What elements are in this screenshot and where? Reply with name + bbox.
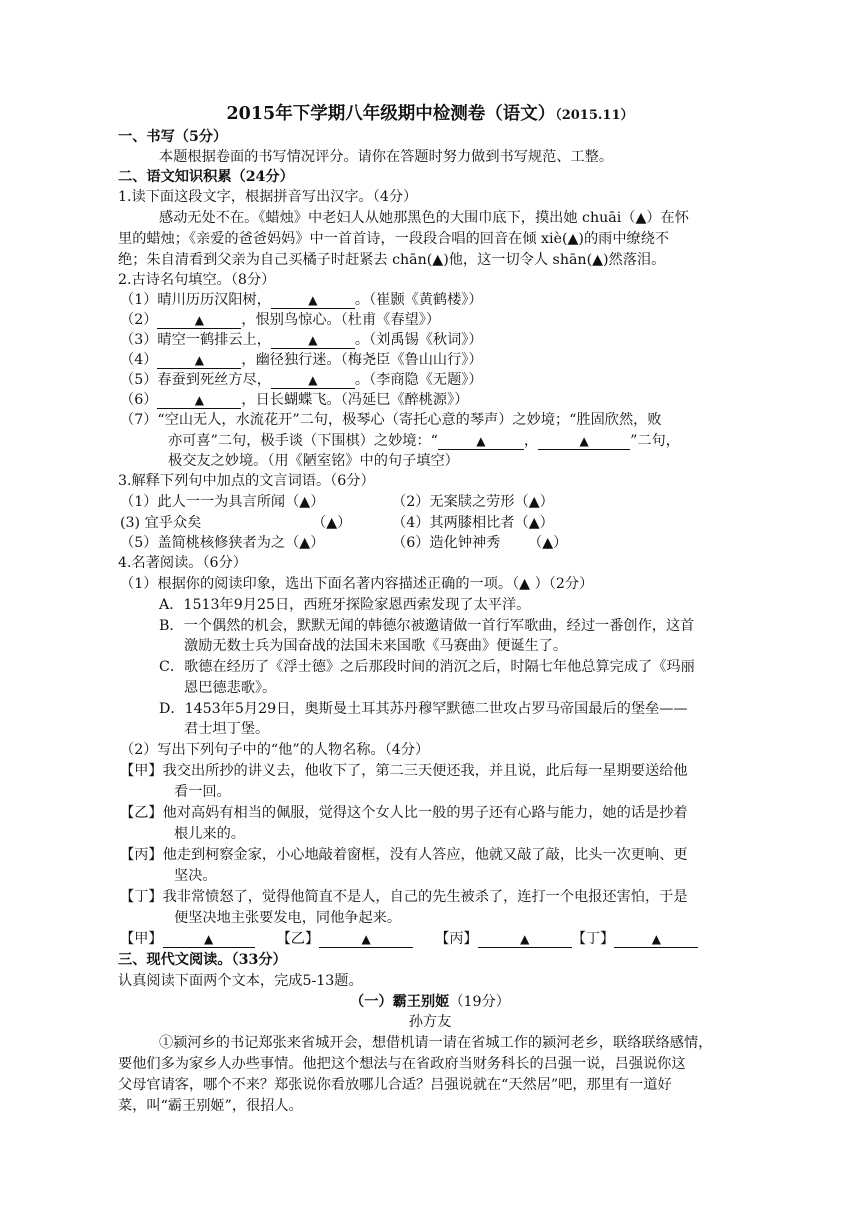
q3-item-3-mark: （▲） [312,515,352,531]
answer-label-yi: 【乙】 [276,931,320,947]
q2-item-4-text: （4） [120,352,158,368]
triangle-mark: ▲ [361,932,371,946]
q4-yi-line-1: 【乙】他对高妈有相当的佩服，觉得这个女人比一般的男子还有心路与能力，她的话是抄着 [120,805,688,821]
q2-item-4 [120,350,483,370]
q4-option-c-line-1: C．歌德在经历了《浮士德》之后那段时间的消沉之后，时隔七年他总算完成了《玛丽 [159,659,695,675]
q2-item-7-text: 亦可喜”二句，极手谈（下围棋）之妙境：“ [168,433,438,449]
q1-para-line-2: 里的蜡烛；《亲爱的爸爸妈妈》中一首首诗，一段段合唱的回音在倾 xiè(▲)的雨中缭绕不 [118,231,670,247]
answer-blank[interactable] [157,352,241,369]
q3-item-2: （2）无案牍之劳形（▲） [392,494,554,510]
triangle-mark: ▲ [520,932,530,946]
answer-label-bing: 【丙】 [435,931,478,947]
answer-blank-yi[interactable] [319,931,413,948]
q2-item-3 [120,330,483,350]
triangle-mark: ▲ [308,373,318,387]
triangle-mark: ▲ [651,932,661,946]
article-score: （19分） [449,994,510,1010]
q1-para-line-1: 感动无处不在。《蜡烛》中老妇人从她那黑色的大围巾底下，摸出她 chuāi（▲）在怀 [159,210,689,226]
q2-item-3-text: （3）晴空一鹤排云上， [120,332,271,348]
q2-item-7-line-2 [168,431,680,451]
q2-item-5-source: 。（李商隐《无题》） [354,372,483,388]
triangle-mark: ▲ [308,293,318,307]
q4-stem: 4.名著阅读。（6分） [118,555,247,571]
section-2-heading: 二、语文知识积累（24分） [118,169,294,185]
q4-option-d-line-1: D．1453年5月29日，奥斯曼土耳其苏丹穆罕默德二世攻占罗马帝国最后的堡垒—— [159,701,688,717]
q2-item-6-text: （6） [120,392,158,408]
article-title [0,992,860,1012]
q2-item-2-text: （2） [120,312,158,328]
article-author: 孙方友 [408,1014,452,1030]
q4-bing-line-2: 坚决。 [174,868,217,884]
q1-stem: 1.读下面这段文字，根据拼音写出汉字。（4分） [118,189,418,205]
triangle-mark: ▲ [579,434,589,448]
q4-option-b-line-2: 激励无数士兵为国奋战的法国未来国歌《马赛曲》便诞生了。 [184,638,568,654]
section-3-heading: 三、现代文阅读。（33分） [118,952,287,968]
triangle-mark: ▲ [476,434,486,448]
q4-option-d-line-2: 君士坦丁堡。 [184,721,270,737]
answer-blank[interactable] [271,292,355,309]
q3-item-3: (3) 宜乎众矣 [120,515,202,531]
q3-item-6-mark: （▲） [528,535,568,551]
triangle-mark: ▲ [308,333,318,347]
answer-blank[interactable] [271,372,355,389]
answer-blank[interactable] [271,332,355,349]
q2-item-1 [120,290,483,310]
q3-row-3 [120,533,567,553]
triangle-mark: ▲ [194,393,205,407]
q2-item-5-text: （5）春蚕到死丝方尽， [120,372,271,388]
q3-item-5: （5）盖简桃核修狭者为之（▲） [120,535,325,551]
answer-label-ding: 【丁】 [571,931,615,947]
q2-item-4-source: ，幽径独行迷。（梅尧臣《鲁山山行》） [241,352,483,368]
answer-blank-bing[interactable] [478,931,572,948]
q3-item-1: （1）此人一一为具言所闻（▲） [120,494,325,510]
answer-blank[interactable] [157,312,241,329]
answer-blank-ding[interactable] [614,931,698,948]
q2-item-7-line-1: （7）“空山无人，水流花开”二句，极琴心（寄托心意的琴声）之妙境；“胜固欣然，败 [120,412,662,428]
page-title [0,104,860,126]
q2-item-5 [120,370,483,390]
article-para-line-4: 菜，叫“霸王别姬”，很招人。 [118,1098,303,1114]
answer-blank-jia[interactable] [163,931,255,948]
q4-sub-2: （2）写出下列句子中的“他”的人物名称。（4分） [120,742,430,758]
q2-item-2-source: ，恨别鸟惊心。（杜甫《春望》） [241,312,441,328]
q4-option-b-line-1: B．一个偶然的机会，默默无闻的韩德尔被邀请做一首行军歌曲，经过一番创作，这首 [159,618,695,634]
q2-item-1-text: （1）晴川历历汉阳树， [120,292,271,308]
title-main: 2015年下学期八年级期中检测卷（语文） [226,104,556,124]
triangle-mark: ▲ [203,932,214,946]
article-title-text: （一）霸王别姬 [350,994,450,1010]
triangle-mark: ▲ [194,353,205,367]
q2-item-7-end: ”二句， [630,433,680,449]
q3-stem: 3.解释下列句中加点的文言词语。（6分） [118,473,375,489]
q2-item-7-comma: ， [523,433,539,449]
section-3-intro: 认真阅读下面两个文本，完成5-13题。 [118,973,363,989]
q4-ding-line-1: 【丁】我非常愤怒了，觉得他简直不是人，自己的先生被杀了，连打一个电报还害怕，于是 [120,889,688,905]
q3-item-6: （6）造化钟神秀 [392,535,501,551]
triangle-mark: ▲ [194,313,205,327]
answer-label-jia: 【甲】 [120,931,163,947]
q4-ding-line-2: 便坚决地主张要发电，同他争起来。 [174,910,402,926]
q4-option-a: A．1513年9月25日，西班牙探险家恩西索发现了太平洋。 [159,597,531,613]
answer-blank[interactable] [157,392,241,409]
answer-blank[interactable] [438,433,524,450]
article-para-line-2: 要他们多为家乡人办些事情。他把这个想法与在省政府当财务科长的吕强一说，吕强说你这 [118,1056,686,1072]
q4-yi-line-2: 根儿来的。 [174,826,245,842]
answer-blank[interactable] [538,433,630,450]
q2-item-6 [120,390,468,410]
q2-item-3-source: 。（刘禹锡《秋词》） [354,332,483,348]
q3-item-4: （4）其两膝相比者（▲） [392,515,554,531]
q4-bing-line-1: 【丙】他走到柯察金家，小心地敲着窗框，没有人答应，他就又敲了敲，比头一次更响、更 [120,847,688,863]
q4-answer-row [120,929,698,949]
title-date: （2015.11） [555,108,634,123]
section-1-text: 本题根据卷面的书写情况评分。请你在答题时努力做到书写规范、工整。 [159,149,614,165]
q3-row-1 [120,492,554,512]
q2-item-2 [120,310,440,330]
q2-item-6-source: ，日长蝴蝶飞。（冯延巳《醉桃源》） [241,392,469,408]
q1-para-line-3: 绝；朱自清看到父亲为自己买橘子时赶紧去 chān(▲)他，这一切令人 shān(▲)然落泪。 [118,252,666,268]
q4-sub-1: （1）根据你的阅读印象，选出下面名著内容描述正确的一项。（▲ ）（2分） [120,576,594,592]
q3-row-2 [120,513,554,533]
article-para-line-1: ①颍河乡的书记郑张来省城开会，想借机请一请在省城工作的颍河老乡，联络联络感情， [159,1035,713,1051]
q4-jia-line-2: 看一回。 [174,784,231,800]
q4-option-c-line-2: 恩巴德悲歌》。 [184,680,277,696]
section-1-heading: 一、书写（5分） [118,129,228,145]
q2-item-1-source: 。（崔颢《黄鹤楼》） [354,292,483,308]
article-para-line-3: 父母官请客，哪个不来？郑张说你看放哪儿合适？吕强说就在“天然居”吧，那里有一道好 [118,1077,672,1093]
q4-jia-line-1: 【甲】我交出所抄的讲义去，他收下了，第二三天便还我，并且说，此后每一星期要送给他 [120,763,688,779]
q2-item-7-line-3: 极交友之妙境。（用《陋室铭》中的句子填空） [168,453,459,469]
q2-stem: 2.古诗名句填空。（8分） [118,272,276,288]
